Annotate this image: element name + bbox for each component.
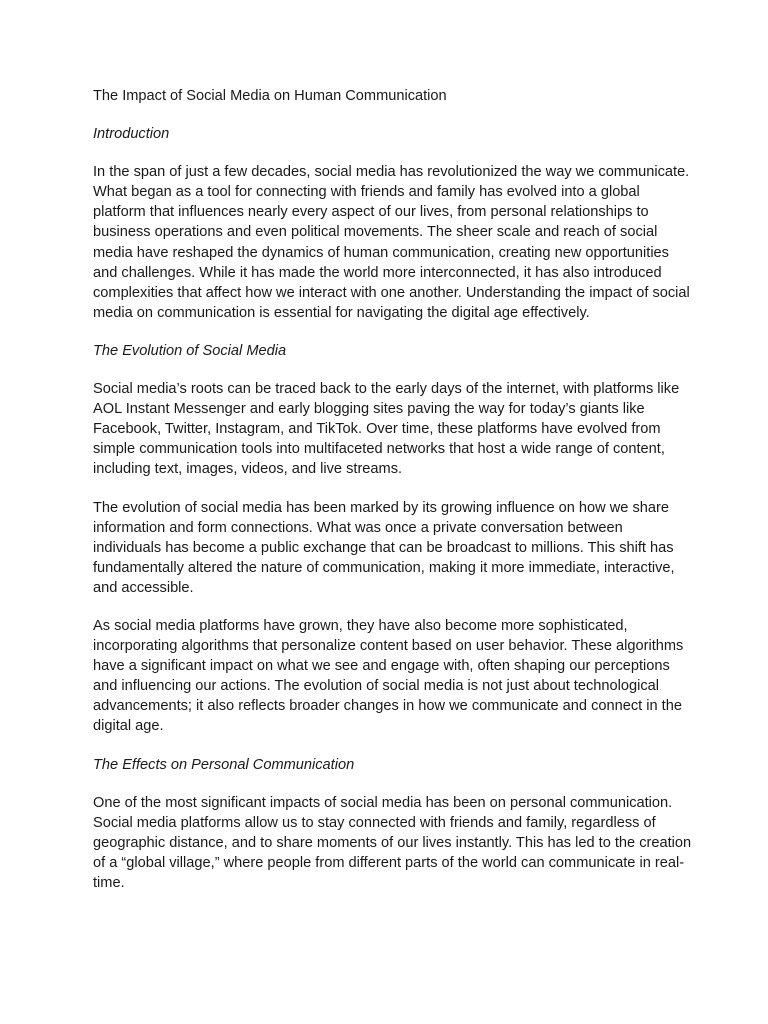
section-heading: The Evolution of Social Media [93,342,287,359]
paragraph: The evolution of social media has been marked by its growing influence on how we share information and form connections. What was once a private conversation between individuals has become a public exchange that can be broadcast to millions. This shift has fundamentally altered the nature of communication, making it more immediate, interactive, and accessible. [93,499,675,596]
document-page [93,86,693,911]
paragraph: As social media platforms have grown, they have also become more sophisticated, incorporating algorithms that personalize content based on user behavior. These algorithms have a significant impact on what we see and engage with, often shaping our perceptions and influencing our actions. The evolution of social media is not just about technological advancements; it also reflects broader changes in how we communicate and connect in the digital age. [93,617,684,735]
section-evolution [93,341,693,737]
section-introduction [93,124,693,323]
paragraph: Social media’s roots can be traced back to the early days of the internet, with platforms like AOL Instant Messenger and early blogging sites paving the way for today’s giants like Facebook, Twitter, Instagram, and TikTok. Over time, these platforms have evolved from simple communication tools into multifaceted networks that host a wide range of content, including text, images, videos, and live streams. [93,381,680,478]
paragraph: One of the most significant impacts of social media has been on personal communication. Social media platforms allow us to stay connected with friends and family, regardless of geographic distance, and to share moments of our lives instantly. This has led to the creation of a “global village,” where people from different parts of the world can communicate in real-time. [93,794,692,891]
section-personal-communication [93,755,693,894]
section-heading: Introduction [93,126,170,143]
paragraph: In the span of just a few decades, social media has revolutionized the way we communicate. What began as a tool for connecting with friends and family has evolved into a global platform that influences nearly every aspect of our lives, from personal relationships to business operations and even political movements. The sheer scale and reach of social media have reshaped the dynamics of human communication, creating new opportunities and challenges. While it has made the world more interconnected, it has also introduced complexities that affect how we interact with one another. Understanding the impact of social media on communication is essential for navigating the digital age effectively. [93,164,690,321]
section-heading: The Effects on Personal Communication [93,756,355,773]
document-title: The Impact of Social Media on Human Communication [93,88,447,104]
